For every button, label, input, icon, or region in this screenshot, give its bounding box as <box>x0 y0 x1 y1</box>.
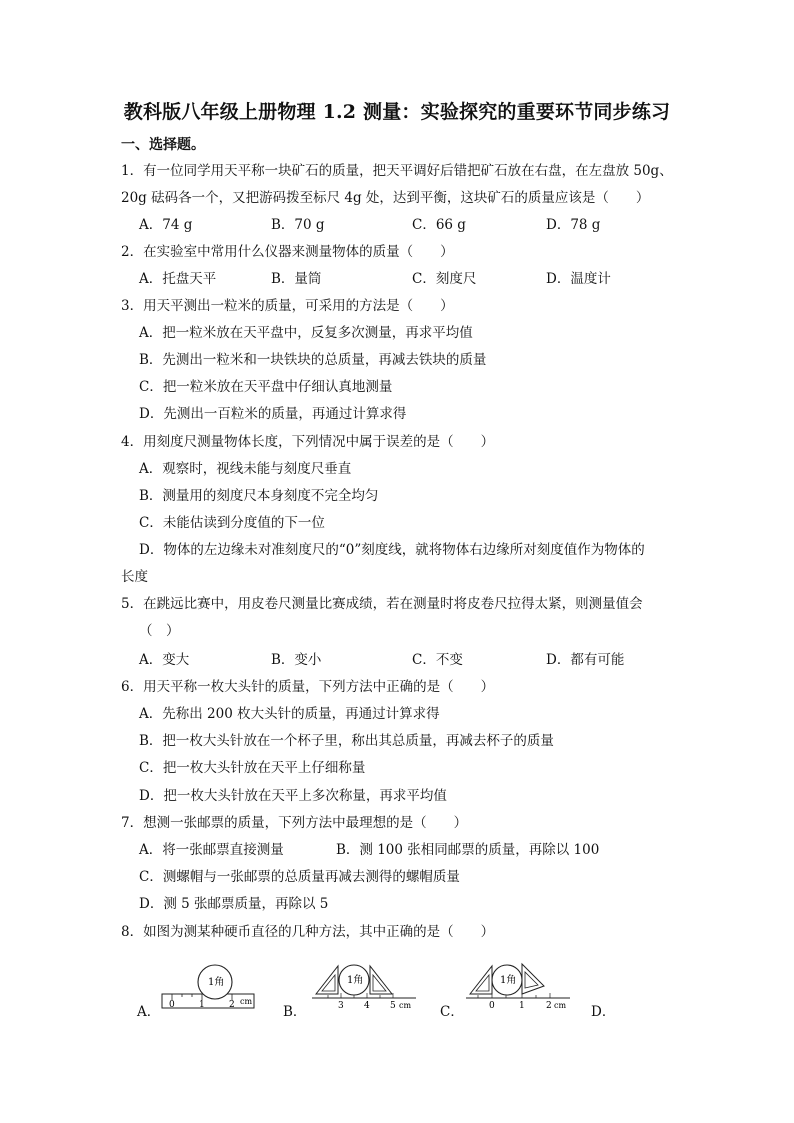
q6-option-d: D．把一枚大头针放在天平上多次称量，再求平均值 <box>139 788 447 804</box>
figure-c-triangles-coin <box>462 962 574 1018</box>
q6-stem: 6．用天平称一枚大头针的质量，下列方法中正确的是（ ） <box>121 679 495 695</box>
q8-stem: 8．如图为测某种硬币直径的几种方法，其中正确的是（ ） <box>121 924 495 940</box>
figure-b-unit: cm <box>399 1001 412 1010</box>
q6-option-c: C．把一枚大头针放在天平上仔细称量 <box>139 760 366 776</box>
q1-option-c: C．66 g <box>412 217 466 233</box>
q1-stem-line2: 20g 砝码各一个，又把游码拨至标尺 4g 处，达到平衡，这块矿石的质量应该是（ ） <box>121 190 650 206</box>
q7-option-c: C．测螺帽与一张邮票的总质量再减去测得的螺帽质量 <box>139 869 460 885</box>
page-title: 教科版八年级上册物理 1.2 测量：实验探究的重要环节同步练习 <box>123 101 671 123</box>
q3-option-d: D．先测出一百粒米的质量，再通过计算求得 <box>139 406 407 422</box>
q5-stem-line1: 5．在跳远比赛中，用皮卷尺测量比赛成绩，若在测量时将皮卷尺拉得太紧，则测量值会 <box>121 596 643 612</box>
figure-c-tick-2: 2 <box>546 1001 552 1011</box>
q7-stem: 7．想测一张邮票的质量，下列方法中最理想的是（ ） <box>121 815 468 831</box>
figure-b-triangles-coin <box>308 962 420 1018</box>
q3-option-c: C．把一粒米放在天平盘中仔细认真地测量 <box>139 379 393 395</box>
q8-option-d-label: D． <box>591 1004 616 1020</box>
q4-option-d: D．物体的左边缘未对准刻度尺的“0”刻度线，就将物体右边缘所对刻度值作为物体的 <box>139 542 645 558</box>
q4-stem: 4．用刻度尺测量物体长度，下列情况中属于误差的是（ ） <box>121 434 495 450</box>
figure-c-tick-0: 0 <box>489 1001 495 1011</box>
figure-b-tick-5: 5 <box>390 1001 396 1011</box>
figure-b-tick-4: 4 <box>364 1001 370 1011</box>
figure-a-tick-0: 0 <box>169 1000 175 1010</box>
q8-option-b-label: B． <box>283 1004 307 1020</box>
q1-option-b: B．70 g <box>271 217 325 233</box>
q3-option-b: B．先测出一粒米和一块铁块的总质量，再减去铁块的质量 <box>139 352 487 368</box>
q7-option-d: D．测 5 张邮票质量，再除以 5 <box>139 896 329 912</box>
figure-a-coin-label: 1角 <box>208 977 225 988</box>
q1-option-d: D．78 g <box>546 217 601 233</box>
figure-a-ruler-coin <box>156 962 264 1018</box>
figure-b-tick-3: 3 <box>338 1001 344 1011</box>
q8-option-a-label: A． <box>137 1004 161 1020</box>
figure-c-unit: cm <box>554 1001 567 1010</box>
q5-option-a: A．变大 <box>139 652 190 668</box>
figure-b-coin-label: 1角 <box>347 975 364 986</box>
q2-option-d: D．温度计 <box>546 271 611 287</box>
q2-option-a: A．托盘天平 <box>139 271 217 287</box>
q4-option-c: C．未能估读到分度值的下一位 <box>139 515 325 531</box>
figure-a-unit: cm <box>240 997 253 1006</box>
q5-option-c: C．不变 <box>412 652 463 668</box>
figure-a-tick-1: 1 <box>199 1000 205 1010</box>
q4-option-a: A．观察时，视线未能与刻度尺垂直 <box>139 461 352 477</box>
q3-option-a: A．把一粒米放在天平盘中，反复多次测量，再求平均值 <box>139 325 473 341</box>
q4-option-b: B．测量用的刻度尺本身刻度不完全均匀 <box>139 488 379 504</box>
q8-option-c-label: C． <box>440 1004 464 1020</box>
figure-a-tick-2: 2 <box>229 1000 235 1010</box>
figure-c-coin-label: 1角 <box>500 975 517 986</box>
q5-stem-line2: （ ） <box>139 623 180 639</box>
section-heading: 一、选择题。 <box>121 137 205 153</box>
q4-option-d-cont: 长度 <box>121 569 148 585</box>
q2-stem: 2．在实验室中常用什么仪器来测量物体的质量（ ） <box>121 244 454 260</box>
q1-option-a: A．74 g <box>139 217 193 233</box>
q5-option-b: B．变小 <box>271 652 322 668</box>
q2-option-c: C．刻度尺 <box>412 271 477 287</box>
q5-option-d: D．都有可能 <box>546 652 625 668</box>
q1-stem-line1: 1．有一位同学用天平称一块矿石的质量，把天平调好后错把矿石放在右盘，在左盘放 50g、 <box>121 163 673 179</box>
q7-option-b: B．测 100 张相同邮票的质量，再除以 100 <box>336 842 600 858</box>
figure-c-tick-1: 1 <box>519 1001 525 1011</box>
q6-option-a: A．先称出 200 枚大头针的质量，再通过计算求得 <box>139 706 440 722</box>
q7-option-a: A．将一张邮票直接测量 <box>139 842 284 858</box>
q2-option-b: B．量筒 <box>271 271 322 287</box>
q3-stem: 3．用天平测出一粒米的质量，可采用的方法是（ ） <box>121 298 454 314</box>
q6-option-b: B．把一枚大头针放在一个杯子里，称出其总质量，再减去杯子的质量 <box>139 733 554 749</box>
